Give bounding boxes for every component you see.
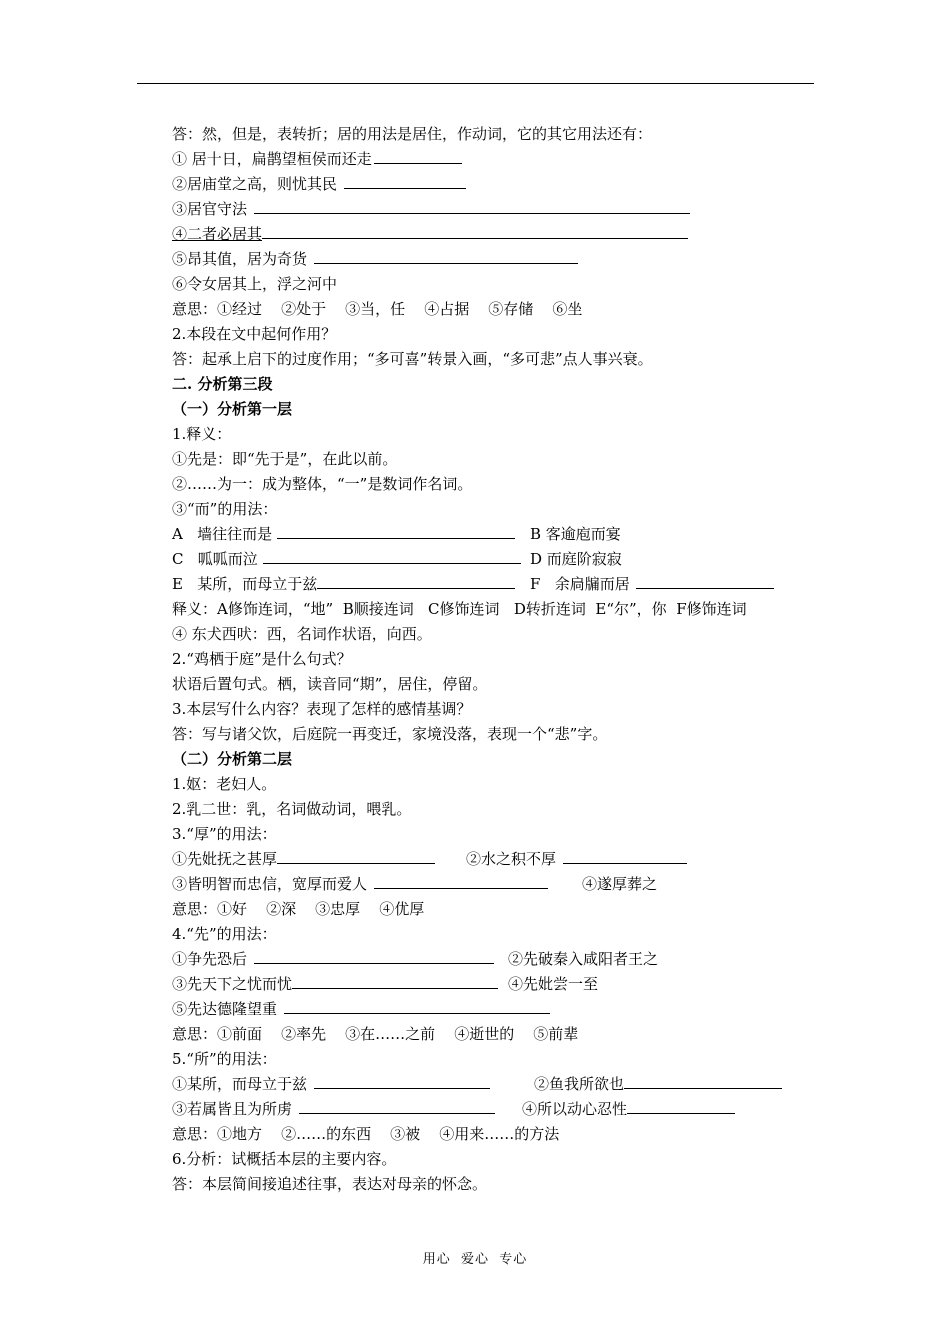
text-line (0, 472, 950, 497)
fill-blank[interactable] (262, 224, 688, 239)
example-text: ②鱼我所欲也 (534, 1075, 625, 1093)
text-line (0, 872, 950, 897)
answer-text: 答：然，但是，表转折；居的用法是居住，作动词，它的其它用法还有： (172, 125, 653, 143)
fill-blank[interactable] (636, 574, 774, 589)
text-line (0, 1122, 950, 1147)
answer-text: 答：写与诸父饮，后庭院一再变迁，家境没落，表现一个“悲”字。 (172, 725, 608, 743)
question-text: 1.释义： (172, 425, 232, 443)
text-line (0, 322, 950, 347)
text-line (0, 1022, 950, 1047)
question-text: 3.本层写什么内容？表现了怎样的感情基调？ (172, 700, 472, 718)
question-text: 6.分析：试概括本层的主要内容。 (172, 1150, 397, 1168)
example-text: ⑤先达德隆望重 (172, 1000, 282, 1018)
explanation-paragraph (0, 597, 814, 622)
fill-blank[interactable] (277, 524, 515, 539)
example-text: ②居庙堂之高，则忧其民 (172, 175, 342, 193)
text-line (0, 447, 950, 472)
question-text: 2.本段在文中起何作用？ (172, 325, 337, 343)
page-footer (0, 1248, 950, 1267)
text-line (0, 672, 950, 697)
example-text: C 呱呱而泣 (172, 550, 263, 568)
text-line (0, 122, 950, 147)
text-line (0, 297, 950, 322)
text-line (0, 1097, 950, 1122)
fill-blank[interactable] (292, 974, 498, 989)
text-line (0, 347, 950, 372)
definition-text: ①先是：即“先于是”，在此以前。 (172, 450, 398, 468)
text-line (0, 1072, 950, 1097)
meaning-text: 意思：①经过 ②处于 ③当，任 ④占据 ⑤存储 ⑥坐 (172, 300, 583, 318)
text-line (0, 547, 950, 572)
text-line (0, 147, 950, 172)
header-rule (137, 83, 814, 84)
example-text: ③若属皆且为所虏 (172, 1100, 297, 1118)
example-text: ①某所，而母立于兹 (172, 1075, 312, 1093)
example-text: D 而庭阶寂寂 (530, 550, 622, 568)
answer-text: 状语后置句式。栖，读音同“期”，居住，停留。 (172, 675, 488, 693)
fill-blank[interactable] (263, 549, 521, 564)
text-line (0, 1047, 950, 1072)
text-line (0, 947, 950, 972)
fill-blank[interactable] (317, 574, 515, 589)
text-line (0, 997, 950, 1022)
example-text: A 墙往往而是 (172, 525, 277, 543)
text-line (0, 1147, 950, 1172)
heading-text: （二）分析第二层 (172, 750, 293, 768)
subsection-heading (0, 747, 950, 772)
definition-text: ②……为一：成为整体，“一”是数词作名词。 (172, 475, 473, 493)
text-line (0, 247, 950, 272)
text-line (0, 522, 950, 547)
example-text: ④所以动心忍性 (522, 1100, 628, 1118)
answer-text: 答：起承上启下的过度作用；“多可喜”转景入画，“多可悲”点人事兴衰。 (172, 350, 653, 368)
fill-blank[interactable] (563, 849, 687, 864)
footer-text: 用心 爱心 专心 (422, 1252, 528, 1267)
definition-text: ④ 东犬西吠：西，名词作状语，向西。 (172, 625, 432, 643)
text-line (0, 822, 950, 847)
fill-blank[interactable] (624, 1074, 782, 1089)
fill-blank[interactable] (277, 849, 435, 864)
text-line (0, 572, 950, 597)
text-line (0, 922, 950, 947)
definition-text: 3.“厚”的用法： (172, 825, 277, 843)
example-text: ⑥令女居其上，浮之河中 (172, 275, 338, 293)
example-pair (522, 1097, 737, 1122)
section-heading (0, 372, 950, 397)
meaning-text: 意思：①前面 ②率先 ③在……之前 ④逝世的 ⑤前辈 (172, 1025, 579, 1043)
example-text: ①争先恐后 (172, 950, 252, 968)
meaning-text: 意思：①地方 ②……的东西 ③被 ④用来……的方法 (172, 1125, 560, 1143)
text-line (0, 197, 950, 222)
example-text: ②水之积不厚 (466, 850, 561, 868)
fill-blank[interactable] (254, 199, 690, 214)
answer-text: 答：本层简间接追述往事，表达对母亲的怀念。 (172, 1175, 488, 1193)
example-pair (530, 572, 776, 597)
document-body (0, 122, 950, 1197)
meaning-text: 意思：①好 ②深 ③忠厚 ④优厚 (172, 900, 425, 918)
fill-blank[interactable] (299, 1099, 495, 1114)
definition-text: 5.“所”的用法： (172, 1050, 277, 1068)
example-pair (534, 1072, 784, 1097)
explanation-text: 释义：A修饰连词，“地” B顺接连词 C修饰连词 D转折连词 E“尔”，你 F修饰连词 (172, 600, 747, 618)
example-pair (466, 847, 689, 872)
text-line (0, 897, 950, 922)
heading-text: 二. 分析第三段 (172, 375, 273, 393)
fill-blank[interactable] (284, 999, 550, 1014)
text-line (0, 222, 950, 247)
text-line (0, 972, 950, 997)
text-line (0, 497, 950, 522)
example-text: ④二者必居其 (172, 225, 263, 243)
definition-text: 1.妪：老妇人。 (172, 775, 277, 793)
text-line (0, 1172, 950, 1197)
subsection-heading (0, 397, 950, 422)
text-line (0, 697, 950, 722)
fill-blank[interactable] (374, 874, 548, 889)
example-text: B 客逾庖而宴 (530, 525, 621, 543)
heading-text: （一）分析第一层 (172, 400, 293, 418)
fill-blank[interactable] (314, 1074, 490, 1089)
text-line (0, 622, 950, 647)
definition-text: 4.“先”的用法： (172, 925, 277, 943)
example-text: F 余扃牖而居 (530, 575, 635, 593)
text-line (0, 272, 950, 297)
fill-blank[interactable] (254, 949, 494, 964)
text-line (0, 422, 950, 447)
example-text: ③先天下之忧而忧 (172, 975, 293, 993)
example-text: ④先妣尝一至 (508, 975, 599, 993)
example-text: ① 居十日，扁鹊望桓侯而还走 (172, 150, 372, 168)
example-text: ④遂厚葬之 (582, 875, 658, 893)
text-line (0, 797, 950, 822)
text-line (0, 847, 950, 872)
text-line (0, 647, 950, 672)
example-text: ①先妣抚之甚厚 (172, 850, 278, 868)
example-text: E 某所，而母立于兹 (172, 575, 318, 593)
example-text: ⑤昂其值，居为奇货 (172, 250, 312, 268)
fill-blank[interactable] (627, 1099, 735, 1114)
text-line (0, 722, 950, 747)
text-line (0, 772, 950, 797)
definition-text: 2.乳二世：乳，名词做动词，喂乳。 (172, 800, 412, 818)
definition-text: ③“而”的用法： (172, 500, 278, 518)
fill-blank[interactable] (374, 149, 462, 164)
example-text: ③皆明智而忠信，宽厚而爱人 (172, 875, 372, 893)
fill-blank[interactable] (344, 174, 466, 189)
question-text: 2.“鸡栖于庭”是什么句式？ (172, 650, 352, 668)
example-text: ②先破秦入咸阳者王之 (508, 950, 659, 968)
example-text: ③居官守法 (172, 200, 252, 218)
text-line (0, 172, 950, 197)
fill-blank[interactable] (314, 249, 578, 264)
